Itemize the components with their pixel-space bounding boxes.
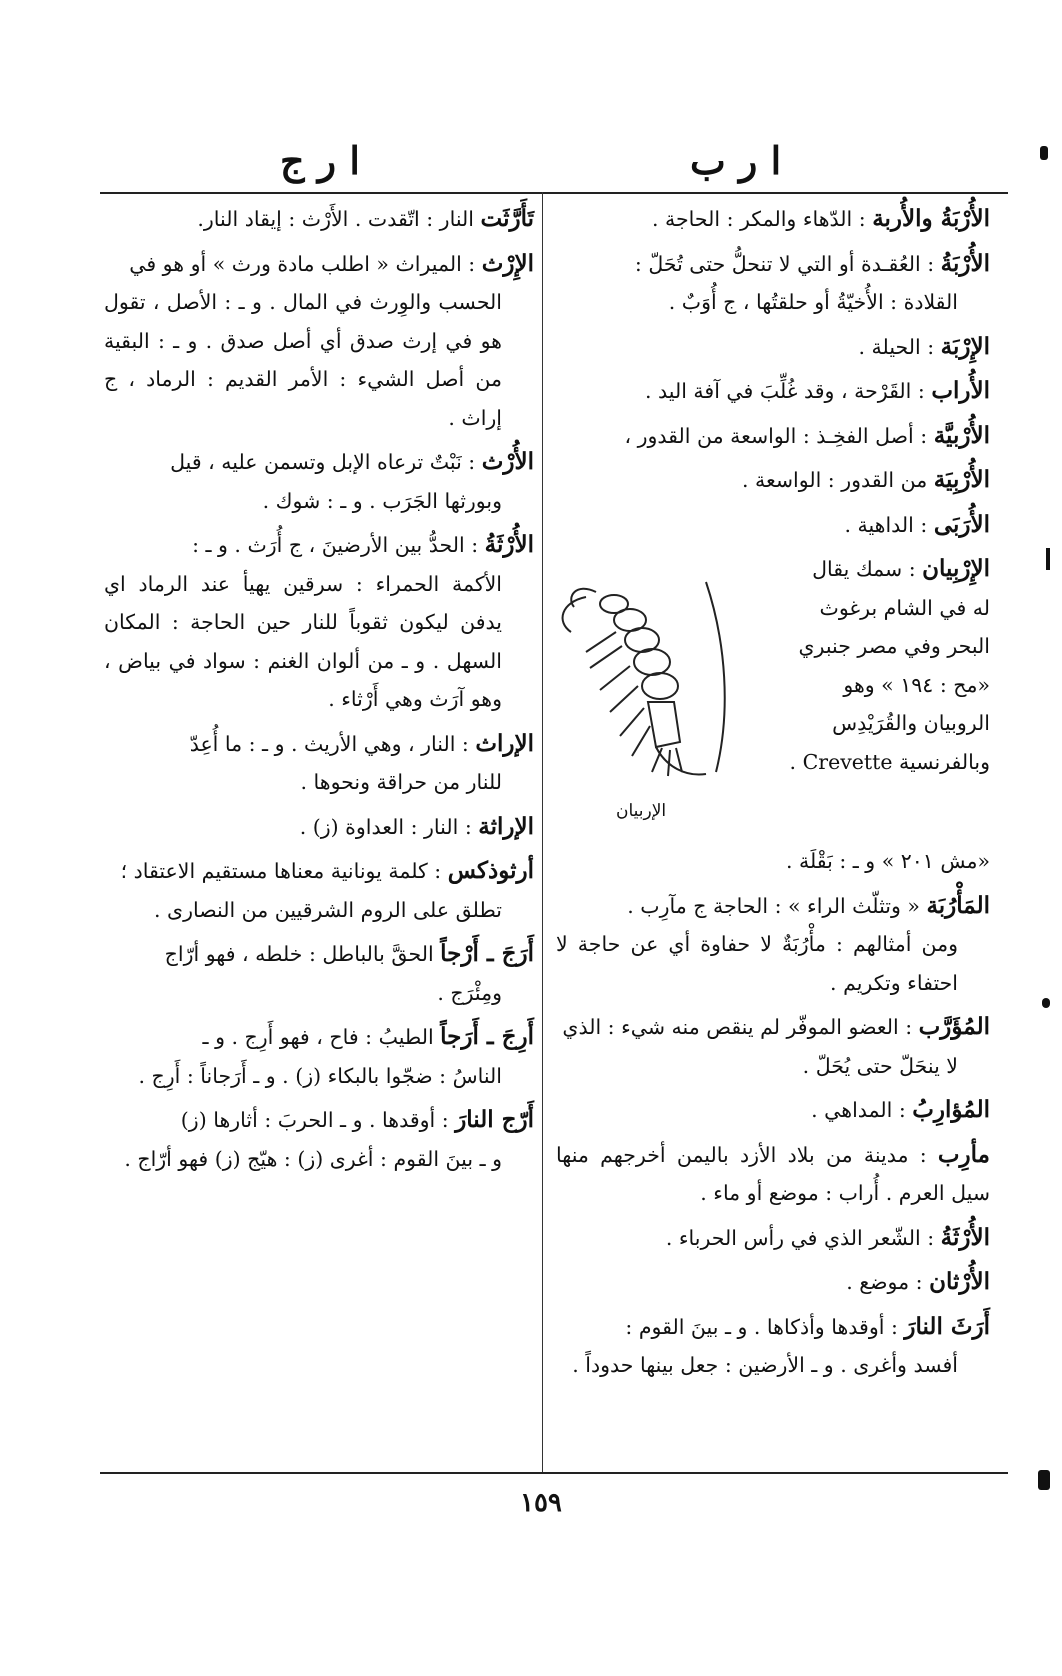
dictionary-entry [104, 526, 534, 719]
left-column [104, 200, 534, 1184]
figure-line: له في الشام برغوث [819, 595, 990, 620]
definition-continuation: أفسد وأغرى . و ـ الأرضين : جعل بينها حدوداً . [572, 1353, 958, 1377]
definition: : العضو الموفّر لم ينقص منه شيء : الذي [562, 1015, 919, 1039]
definition: : القَرْحة ، وقد غُلِّبَ في آفة اليد . [644, 379, 932, 403]
figure-line: وبالفرنسية Crevette . [789, 749, 990, 774]
headword: الأُرْثان [929, 1268, 990, 1295]
headword: أرثوذكس [447, 857, 534, 884]
page-number: ١٥٩ [520, 1488, 562, 1518]
dictionary-entry [104, 1018, 534, 1095]
headword: أَرّج النارَ [455, 1106, 534, 1133]
headword: مأرِب [937, 1140, 990, 1168]
definition: : الحيلة . [858, 334, 941, 359]
dictionary-entry [104, 1101, 534, 1178]
headword: المَأْرُبَة [926, 891, 990, 919]
dictionary-entry [556, 200, 990, 239]
headword: أَرَجَ ـ أَرْجاً [440, 940, 534, 967]
shrimp-illustration [556, 562, 742, 842]
headword: الأُرْث [481, 448, 534, 475]
definition: : نَبْتٌ ترعاه الإبل وتسمن عليه ، قيل [170, 450, 482, 474]
definition-continuation: القلادة : الأُخيّةُ أو حلقتُها ، ج أُوَبٌ . [668, 290, 958, 314]
dictionary-entry [556, 1308, 990, 1385]
definition-continuation: ومِئْرَج . [437, 980, 502, 1005]
dictionary-entry [556, 372, 990, 411]
scan-mark [1042, 998, 1050, 1008]
dictionary-entry [556, 417, 990, 456]
dictionary-entry [556, 328, 990, 367]
definition: : العُقـدة أو التي لا تنحلُّ حتى تُحَلّ : [634, 251, 941, 276]
definition: : الميراث « اطلب مادة ورث » أو هو في [129, 251, 482, 276]
definition: : أوقدها وأذكاها . و ـ بينَ القوم : [625, 1314, 905, 1339]
figure-line: الروبيان والقُرَيْدِس [832, 711, 990, 735]
definition-continuation: وبورثها الجَرَب . و ـ : شوك . [262, 488, 502, 513]
headword: الأُرْبَةُ والأُربة [872, 205, 990, 232]
headword: الأُرْبَةُ [940, 249, 990, 277]
dictionary-entry [556, 1091, 990, 1130]
right-column [556, 200, 990, 1391]
dictionary-entry [104, 808, 534, 847]
definition: : المداهي . [811, 1098, 913, 1122]
definition: : الشّعر الذي في رأس الحرباء . [665, 1225, 941, 1250]
dictionary-entry [104, 935, 534, 1012]
dictionary-entry [556, 245, 990, 322]
definition: : كلمة يونانية معناها مستقيم الاعتقاد ؛ [120, 859, 448, 883]
headword: الأُرَبَى [933, 510, 990, 538]
headword: تَأَرَّثَت [480, 205, 534, 232]
definition: : الدّهاء والمكر : الحاجة . [651, 207, 873, 231]
headword: الأُرْثَةُ [940, 1223, 990, 1251]
figure-line: «مح : ١٩٤ » وهو [843, 672, 990, 697]
column-divider [542, 192, 543, 1472]
top-rule [100, 192, 1008, 194]
running-head-right: ا ر ب [690, 138, 782, 183]
headword: المُؤَرَّب [918, 1013, 990, 1040]
definition: الطيبُ : فاح ، فهو أَرِج . و ـ [202, 1025, 441, 1049]
bottom-rule [100, 1472, 1008, 1474]
headword: الأُرْبيَّة [933, 421, 990, 449]
definition: : موضع . [846, 1270, 930, 1294]
definition-continuation: للنار من حراقة ونحوها . [300, 770, 502, 794]
headword: الإراث [475, 729, 534, 757]
dictionary-entry [104, 443, 534, 520]
dictionary-entry [556, 1263, 990, 1302]
definition: : أوقدها . و ـ الحربَ : أثارها (ز) [180, 1108, 456, 1132]
dictionary-entry [104, 725, 534, 802]
headword: الإراثة [478, 812, 534, 840]
definition: النار : اتّقدت . الأَرْث : إيقاد النار. [197, 207, 481, 231]
headword: أَرَثَ النارَ [904, 1312, 990, 1340]
dictionary-entry [556, 887, 990, 1003]
figure-line: البحر وفي مصر جنبري [798, 634, 990, 658]
figure-entry [556, 550, 990, 842]
headword: الأُرْبِيَة [933, 466, 990, 493]
dictionary-entry [104, 245, 534, 438]
dictionary-entry [556, 1136, 990, 1213]
figure-entry-text [756, 550, 990, 842]
definition: : النار ، وهي الأريث . و ـ : ما أُعِدّ [189, 731, 476, 756]
running-head-left: ا ر ج [280, 138, 360, 183]
figure-line: : سمك يقال [812, 557, 923, 581]
scan-mark [1038, 1470, 1050, 1490]
definition-continuation: تطلق على الروم الشرقيين من النصارى . [154, 897, 502, 922]
definition: : أصل الفخِـذ : الواسعة من القدور ، [624, 423, 934, 448]
definition: الحقَّ بالباطل : خلطه ، فهو أرّاج [164, 942, 441, 966]
definition-continuation: و ـ بينَ القوم : أغرى (ز) : هيّج (ز) فهو أرّاج . [124, 1146, 502, 1171]
dictionary-entry [556, 1219, 990, 1258]
scan-mark [1046, 548, 1050, 570]
headword: الأُراب [931, 377, 990, 404]
definition: من القدور : الواسعة . [741, 468, 934, 492]
dictionary-entry [556, 506, 990, 545]
headword: المُؤارِبُ [912, 1096, 990, 1123]
dictionary-entry [556, 842, 990, 881]
definition: : الداهية . [844, 512, 934, 537]
dictionary-entry [104, 200, 534, 239]
headword: الأُرْثَةُ [484, 531, 534, 558]
dictionary-entry [556, 1008, 990, 1085]
definition-continuation: الحسب والوِرث في المال . و ـ : الأصل ، تقول هو في إرث صدق أي أصل صدق . و ـ : البقية من أصل الشيء : الأمر القديم : الرماد ، ج إراث . [104, 290, 502, 430]
definition-continuation: ومن أمثالهم : مأْرُبَةٌ لا حفاوة أي عن حاجة لا احتفاء وتكريم . [556, 932, 958, 995]
headword: أَرِجَ ـ أَرَجاً [440, 1023, 534, 1050]
headword: الإِرْبَة [940, 332, 990, 360]
definition-continuation: لا ينحَلّ حتى يُحَلّ . [802, 1053, 958, 1078]
definition: : مدينة من بلاد الأزد باليمن أخرجهم منها سيل العرم . أُراب : موضع أو ماء . [556, 1142, 990, 1205]
definition-continuation: الناسُ : ضجّوا بالبكاء (ز) . و ـ أَرَجاناً : أَرِج . [138, 1063, 502, 1088]
figure-caption: الإربيان [616, 801, 667, 821]
headword: الإِرْبِيان [922, 555, 990, 582]
definition: «مش ٢٠١ » و ـ : بَقْلَة . [785, 849, 990, 873]
definition: : النار : العداوة (ز) . [299, 814, 479, 839]
headword: الإِرْث [481, 249, 534, 277]
scan-mark [1040, 146, 1048, 160]
dictionary-entry [556, 461, 990, 500]
definition-continuation: الأكمة الحمراء : سرقين يهيأ عند الرماد اي يدفن ليكون ثقوباً للنار حين الحاجة : المكان السهل . و ـ من ألوان الغنم : سواد في بياض ، وهو آرَث وهي أَرْثاء . [104, 571, 502, 711]
shrimp-drawing [556, 562, 742, 792]
definition: : الحدُّ بين الأرضينَ ، ج أُرَث . و ـ : [192, 533, 485, 557]
definition: « وتثلّث الراء » : الحاجة ج مآرِب . [627, 893, 927, 918]
dictionary-entry [104, 852, 534, 929]
